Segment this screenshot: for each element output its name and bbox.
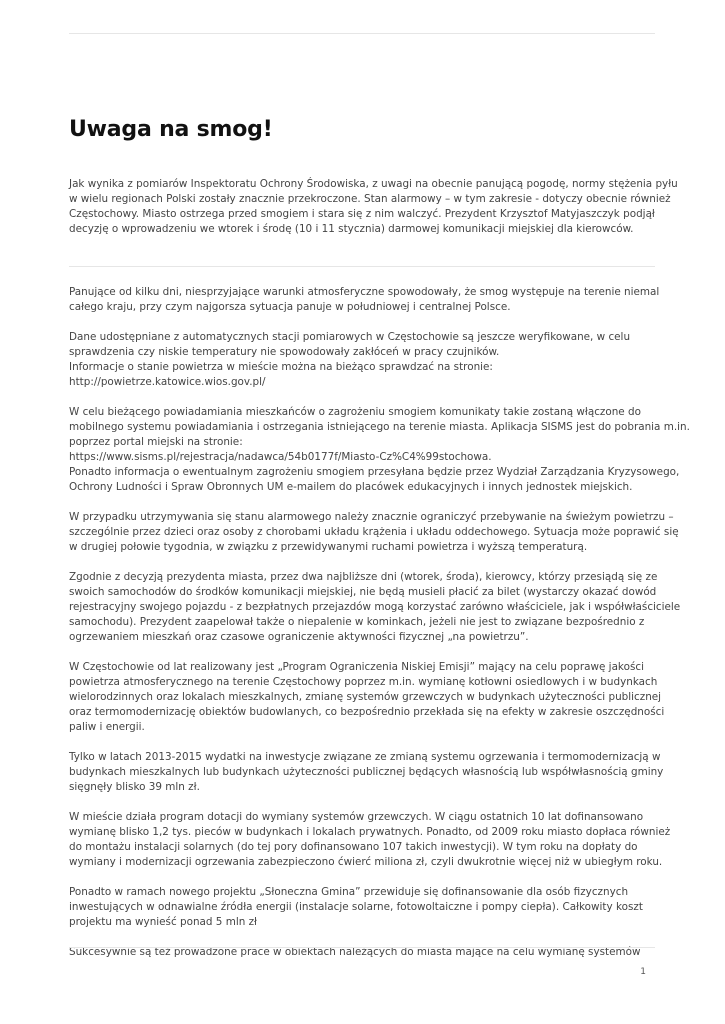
text-line: sięgnęły blisko 39 mln zł. — [69, 781, 200, 793]
text-line: w wielu regionach Polski zostały znacznie przekroczone. Stan alarmowy – w tym zakresie - dotyczy obecnie również — [69, 193, 671, 205]
text-line: poprzez portal miejski na stronie: — [69, 436, 243, 448]
article-body — [69, 285, 690, 975]
text-line: wymiany i modernizacji ogrzewania zabezpieczono ćwierć miliona zł, czyli dwukrotnie więcej niż w ubiegłym roku. — [69, 856, 663, 868]
text-line: Ochrony Ludności i Spraw Obronnych UM e-mailem do placówek edukacyjnych i innych jednostek miejskich. — [69, 481, 633, 493]
text-line: sprawdzenia czy niskie temperatury nie spowodowały zakłóceń w pracy czujników. — [69, 346, 500, 358]
text-line: szczególnie przez dzieci oraz osoby z chorobami układu krążenia i układu oddechowego. Sytuacja może poprawić się — [69, 526, 679, 538]
article-paragraph — [69, 330, 659, 390]
text-line: Ponadto w ramach nowego projektu „Słoneczna Gmina” przewiduje się dofinansowanie dla osób fizycznych — [69, 886, 629, 898]
page-title: Uwaga na smog! — [69, 117, 273, 142]
article-paragraph — [69, 660, 665, 735]
text-line: W mieście działa program dotacji do wymiany systemów grzewczych. W ciągu ostatnich 10 lat dofinansowano — [69, 811, 644, 823]
lead-paragraph — [69, 177, 678, 252]
text-line: Dane udostępniane z automatycznych stacji pomiarowych w Częstochowie są jeszcze weryfikowane, w celu — [69, 331, 631, 343]
text-line: wymianę blisko 1,2 tys. pieców w budynkach i lokalach prywatnych. Ponadto, od 2009 roku miasto dopłaca również — [69, 826, 671, 838]
text-line: Zgodnie z decyzją prezydenta miasta, przez dwa najbliższe dni (wtorek, środa), kierowcy, którzy przesiądą się ze — [69, 571, 658, 583]
text-line: Informacje o stanie powietrza w mieście można na bieżąco sprawdzać na stronie: — [69, 361, 493, 373]
text-line: ogrzewaniem mieszkań oraz czasowe ograniczenie aktywności fizycznej „na powietrzu”. — [69, 631, 529, 643]
text-line: mobilnego systemu powiadamiania i ostrzegania istniejącego na terenie miasta. Aplikacja SISMS jest do pobrania m.in. — [69, 421, 690, 433]
text-line: https://www.sisms.pl/rejestracja/nadawca/54b0177f/Miasto-Cz%C4%99stochowa. — [69, 451, 492, 463]
text-line: W celu bieżącego powiadamiania mieszkańców o zagrożeniu smogiem komunikaty takie zostaną włączone do — [69, 406, 641, 418]
text-line: Sukcesywnie są też prowadzone prace w obiektach należących do miasta mające na celu wymianę systemów — [69, 946, 641, 958]
section-divider — [69, 266, 655, 267]
text-line: W Częstochowie od lat realizowany jest „Program Ograniczenia Niskiej Emisji” mający na celu poprawę jakości — [69, 661, 644, 673]
article-paragraph — [69, 405, 690, 495]
text-line: całego kraju, przy czym najgorsza sytuacja panuje w południowej i centralnej Polsce. — [69, 301, 511, 313]
text-line: rejestracyjny swojego pojazdu - z bezpłatnych przejazdów mogą korzystać zarówno właściciele, jak i współwłaściciele — [69, 601, 681, 613]
text-line: Tylko w latach 2013-2015 wydatki na inwestycje związane ze zmianą systemu ogrzewania i termomodernizacją w — [69, 751, 661, 763]
text-line: Częstochowy. Miasto ostrzega przed smogiem i stara się z nim walczyć. Prezydent Krzysztof Matyjaszczyk podjął — [69, 208, 655, 220]
text-line: W przypadku utrzymywania się stanu alarmowego należy znacznie ograniczyć przebywanie na świeżym powietrzu – — [69, 511, 674, 523]
text-line: do montażu instalacji solarnych (do tej pory dofinansowano 107 takich inwestycji). W tym roku na dopłaty do — [69, 841, 638, 853]
text-line: http://powietrze.katowice.wios.gov.pl/ — [69, 376, 266, 388]
article-paragraph — [69, 570, 681, 645]
text-line: Panujące od kilku dni, niesprzyjające warunki atmosferyczne spowodowały, że smog występuje na terenie niemal — [69, 286, 660, 298]
text-line: oraz termomodernizację obiektów budowlanych, co bezpośrednio przekłada się na efekty w zakresie oszczędności — [69, 706, 665, 718]
text-line: swoich samochodów do środków komunikacji miejskiej, nie będą musieli płacić za bilet (wystarczy okazać dowód — [69, 586, 657, 598]
article-paragraph — [69, 285, 659, 315]
page-number: 1 — [640, 967, 646, 977]
text-line: inwestujących w odnawialne źródła energii (instalacje solarne, fotowoltaiczne i pompy ciepła). Całkowity koszt — [69, 901, 643, 913]
text-line: Jak wynika z pomiarów Inspektoratu Ochrony Środowiska, z uwagi na obecnie panującą pogodę, normy stężenia pyłu — [69, 178, 678, 190]
text-line: Ponadto informacja o ewentualnym zagrożeniu smogiem przesyłana będzie przez Wydział Zarządzania Kryzysowego, — [69, 466, 680, 478]
text-line: samochodu). Prezydent zaapelował także o niepalenie w kominkach, jeżeli nie jest to związane bezpośrednio z — [69, 616, 645, 628]
text-line: wielorodzinnych oraz lokalach mieszkalnych, zmianę systemów grzewczych w budynkach użyteczności publicznej — [69, 691, 662, 703]
text-line: decyzję o wprowadzeniu we wtorek i środę (10 i 11 stycznia) darmowej komunikacji miejskiej dla kierowców. — [69, 223, 634, 235]
top-divider — [69, 33, 655, 34]
article-paragraph — [69, 510, 679, 555]
footer-divider — [69, 947, 655, 948]
lead-text — [69, 177, 678, 237]
article-paragraph — [69, 810, 671, 870]
article-paragraph — [69, 885, 659, 930]
text-line: budynkach mieszkalnych lub budynkach użyteczności publicznej będących własnością lub współwłasnością gminy — [69, 766, 664, 778]
text-line: w drugiej połowie tygodnia, w związku z przewidywanymi ruchami powietrza i wyższą temperaturą. — [69, 541, 588, 553]
article-paragraph — [69, 750, 664, 795]
text-line: powietrza atmosferycznego na terenie Częstochowy poprzez m.in. wymianę kotłowni osiedlowych i w budynkach — [69, 676, 658, 688]
text-line: paliw i energii. — [69, 721, 145, 733]
text-line: projektu ma wynieść ponad 5 mln zł — [69, 916, 258, 928]
